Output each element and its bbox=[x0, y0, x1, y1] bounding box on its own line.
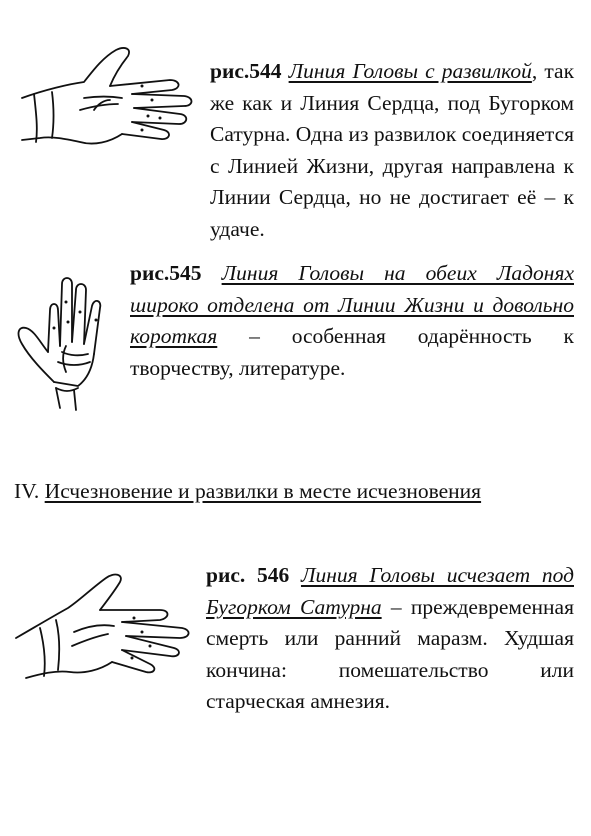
figure-544-text-top bbox=[210, 56, 574, 245]
hand-illustration-545 bbox=[10, 262, 122, 417]
figure-description: – особенная одарённость к творчеству, литературе. bbox=[130, 324, 574, 380]
section-title: Исчезновение и развилки в месте исчезновения bbox=[44, 479, 482, 503]
figure-description: , так же как и Линия Сердца, под Бугорком Сатурна. Одна из развилок соединяется с Линией Жизни, другая направлена к Линии Сердца, но не достигает её – к удаче. bbox=[210, 59, 575, 241]
section-number: IV. bbox=[14, 479, 40, 503]
figure-label: рис.544 bbox=[210, 59, 282, 83]
hand-illustration-544 bbox=[14, 38, 199, 158]
figure-label: рис. 546 bbox=[206, 563, 290, 587]
figure-caption: Линия Головы исчезает под Бугорком Сатурна bbox=[206, 563, 574, 619]
figure-label: рис.545 bbox=[130, 261, 202, 285]
figure-caption: Линия Головы на обеих Ладонях широко отделена от Линии Жизни и довольно короткая bbox=[130, 261, 574, 348]
hand-illustration-546 bbox=[10, 560, 195, 705]
figure-546-text bbox=[206, 560, 574, 718]
figure-caption: Линия Головы с развилкой bbox=[288, 59, 532, 83]
section-heading bbox=[14, 476, 481, 508]
figure-description: – преждевременная смерть или ранний маразм. Худшая кончина: помешательство или старческая амнезия. bbox=[206, 594, 574, 713]
figure-545-text bbox=[130, 258, 574, 384]
